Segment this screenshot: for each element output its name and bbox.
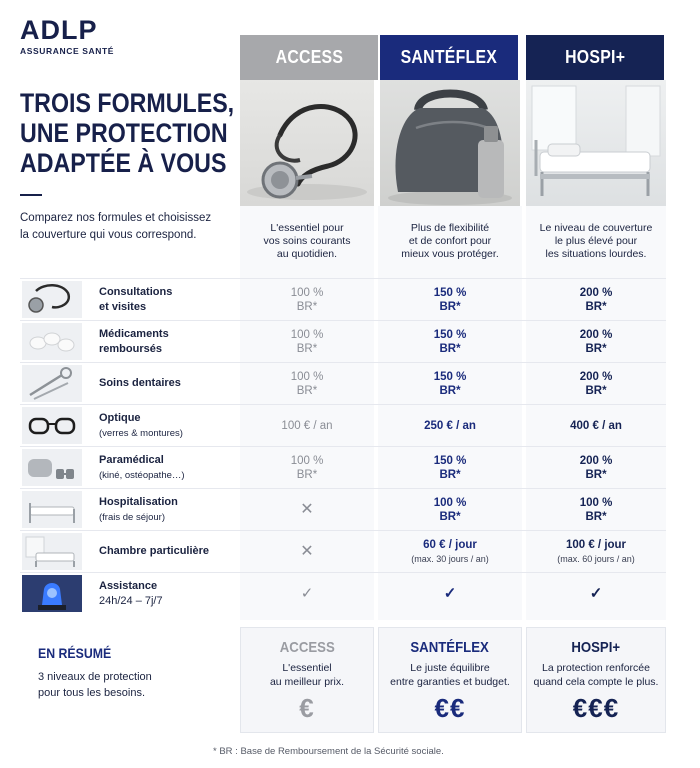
cell-hospi: 200 % BR* bbox=[579, 455, 613, 481]
title-line-1: TROIS FORMULES, bbox=[20, 88, 235, 118]
brand-tagline: ASSURANCE SANTÉ bbox=[20, 46, 115, 56]
intro-line-1: Comparez nos formules et choisissez bbox=[20, 212, 212, 224]
desc-line: mieux vous protéger. bbox=[401, 248, 499, 260]
brand-name: ADLP bbox=[20, 15, 98, 45]
cell-hospi: 200 % BR* bbox=[579, 329, 613, 355]
row-label: Chambre particulière bbox=[99, 545, 210, 557]
cell-hospi: 100 % BR* bbox=[579, 497, 613, 523]
title-line-2: UNE PROTECTION bbox=[20, 118, 228, 148]
cell-access: 100 € / an bbox=[281, 420, 333, 432]
summary-text bbox=[38, 669, 152, 701]
plan-description-hospi bbox=[526, 222, 666, 261]
private-room-icon bbox=[22, 533, 82, 570]
summary-line: pour tous les besoins. bbox=[38, 687, 146, 699]
desc-line: au quotidien. bbox=[276, 248, 338, 260]
cell-hospi: 200 % BR* bbox=[579, 371, 613, 397]
cell-access: 100 % BR* bbox=[290, 371, 324, 397]
plan-description-access bbox=[240, 222, 374, 261]
row-label: Paramédical (kiné, ostéopathe…) bbox=[99, 454, 185, 481]
table-row bbox=[20, 530, 666, 572]
glasses-icon bbox=[22, 407, 82, 444]
table-row bbox=[20, 488, 666, 530]
dental-tools-icon bbox=[22, 365, 82, 402]
cell-hospi: 100 € / jour (max. 60 jours / an) bbox=[557, 539, 635, 564]
row-label: Assistance 24h/24 – 7j/7 bbox=[99, 580, 163, 607]
included-check-icon: ✓ bbox=[443, 585, 457, 602]
plan-name-access: ACCESS bbox=[275, 47, 343, 67]
table-row bbox=[20, 446, 666, 488]
summary-card-hospi bbox=[526, 627, 666, 733]
included-check-icon: ✓ bbox=[589, 585, 603, 602]
intro-line-2: la couverture qui vous correspond. bbox=[20, 229, 197, 241]
cell-access: 100 % BR* bbox=[290, 329, 324, 355]
footnote: * BR : Base de Remboursement de la Sécurité sociale. bbox=[213, 746, 444, 757]
not-included-icon: ✕ bbox=[300, 543, 314, 560]
intro-text bbox=[20, 210, 211, 244]
cell-santeflex: 60 € / jour (max. 30 jours / an) bbox=[411, 539, 489, 564]
cell-access: 100 % BR* bbox=[290, 287, 324, 313]
cell-hospi: 400 € / an bbox=[570, 420, 622, 432]
stethoscope-icon bbox=[22, 281, 82, 318]
table-row bbox=[20, 404, 666, 446]
plan-name-hospi: HOSPI+ bbox=[564, 47, 626, 67]
price-level: € bbox=[299, 693, 315, 723]
not-included-icon: ✕ bbox=[300, 501, 314, 518]
summary-plan-desc: La protection renforcée quand cela compte le plus. bbox=[533, 662, 659, 688]
cell-access: 100 % BR* bbox=[290, 455, 324, 481]
hospital-room-photo bbox=[526, 80, 666, 206]
desc-line: le plus élevé pour bbox=[554, 235, 638, 247]
siren-icon bbox=[22, 575, 82, 612]
desc-line: Le niveau de couverture bbox=[539, 222, 653, 234]
summary-plan-name: ACCESS bbox=[279, 639, 335, 656]
cell-access bbox=[240, 531, 374, 573]
summary-plan-desc: Le juste équilibre entre garanties et budget. bbox=[390, 662, 510, 688]
cell-hospi bbox=[526, 573, 666, 615]
plan-name-santeflex: SANTÉFLEX bbox=[400, 47, 498, 67]
table-row bbox=[20, 320, 666, 362]
summary-title: EN RÉSUMÉ bbox=[38, 645, 112, 661]
brand-logo bbox=[20, 16, 114, 56]
cell-santeflex: 150 % BR* bbox=[433, 371, 467, 397]
cell-hospi: 200 % BR* bbox=[579, 287, 613, 313]
stethoscope-photo bbox=[240, 80, 374, 206]
plan-header-access bbox=[240, 35, 378, 80]
page-title bbox=[20, 88, 234, 178]
price-level: €€€ bbox=[572, 693, 620, 723]
plan-header-hospi bbox=[526, 35, 664, 80]
cell-santeflex bbox=[378, 573, 522, 615]
bag-and-bottle-photo bbox=[380, 80, 520, 206]
summary-card-santeflex bbox=[378, 627, 522, 733]
cell-access bbox=[240, 489, 374, 531]
summary-line: 3 niveaux de protection bbox=[38, 671, 152, 683]
desc-line: Plus de flexibilité bbox=[410, 222, 490, 234]
desc-line: L'essentiel pour bbox=[270, 222, 344, 234]
table-row bbox=[20, 362, 666, 404]
plan-description-santeflex bbox=[378, 222, 522, 261]
included-check-icon: ✓ bbox=[300, 585, 314, 602]
cell-santeflex: 150 % BR* bbox=[433, 455, 467, 481]
summary-plan-desc: L'essentiel au meilleur prix. bbox=[269, 662, 345, 688]
title-line-3: ADAPTÉE À VOUS bbox=[20, 148, 227, 178]
cell-santeflex: 250 € / an bbox=[424, 420, 476, 432]
table-row bbox=[20, 572, 666, 614]
row-label: Médicaments remboursés bbox=[99, 328, 169, 355]
row-label: Hospitalisation (frais de séjour) bbox=[99, 496, 178, 523]
row-label: Consultations et visites bbox=[99, 286, 173, 313]
hospital-bed-icon bbox=[22, 491, 82, 528]
summary-plan-name: SANTÉFLEX bbox=[410, 639, 490, 656]
cell-santeflex: 150 % BR* bbox=[433, 287, 467, 313]
summary-plan-name: HOSPI+ bbox=[571, 639, 621, 656]
desc-line: et de confort pour bbox=[408, 235, 492, 247]
price-level: €€ bbox=[434, 693, 466, 723]
cell-access bbox=[240, 573, 374, 615]
summary-card-access bbox=[240, 627, 374, 733]
cell-santeflex: 100 % BR* bbox=[433, 497, 467, 523]
plan-header-santeflex bbox=[380, 35, 518, 80]
desc-line: les situations lourdes. bbox=[545, 248, 647, 260]
row-label: Soins dentaires bbox=[99, 377, 181, 389]
row-label: Optique (verres & montures) bbox=[99, 412, 183, 439]
table-row bbox=[20, 278, 666, 320]
title-divider bbox=[20, 194, 42, 196]
cell-santeflex: 150 % BR* bbox=[433, 329, 467, 355]
physio-equipment-icon bbox=[22, 449, 82, 486]
desc-line: vos soins courants bbox=[263, 235, 351, 247]
pills-icon bbox=[22, 323, 82, 360]
